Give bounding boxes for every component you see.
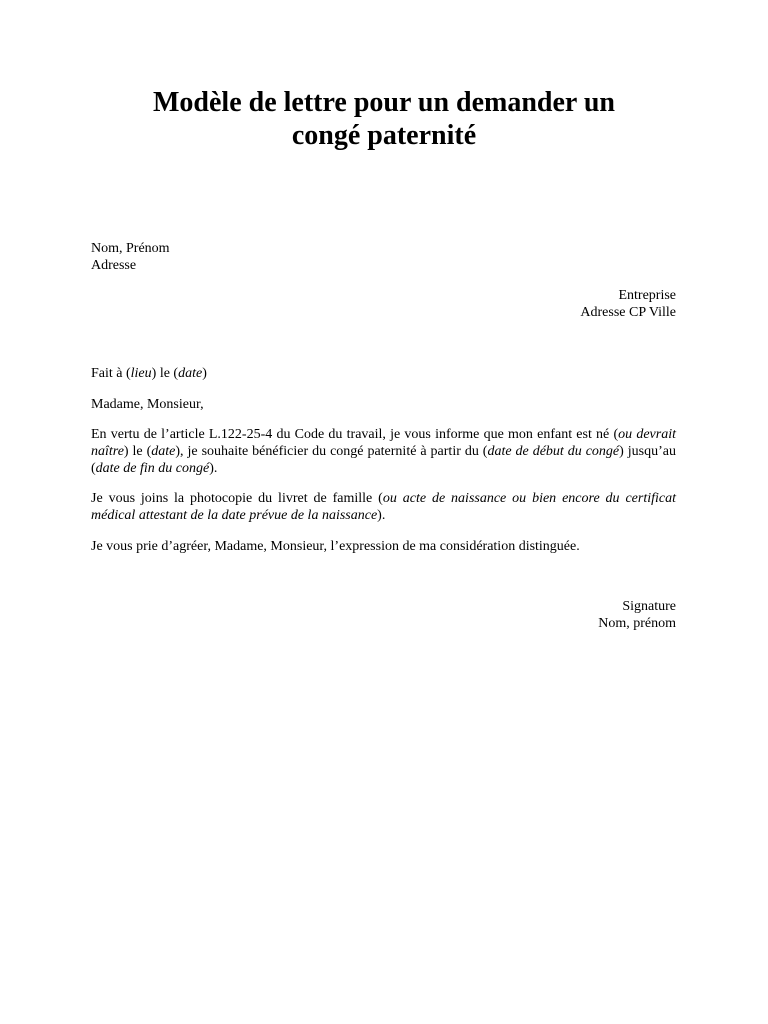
salutation: Madame, Monsieur, bbox=[91, 397, 204, 412]
para2-text-1: Je vous joins la photocopie du livret de famille ( bbox=[91, 491, 383, 506]
body-paragraph-2 bbox=[91, 490, 676, 524]
place-placeholder: lieu bbox=[130, 366, 152, 381]
para2-italic-1: ou acte de naissance ou bien encore du certificat médical attestant de la date prévue de la naissance bbox=[91, 491, 676, 523]
closing-paragraph: Je vous prie d’agréer, Madame, Monsieur, l’expression de ma considération distinguée. bbox=[91, 539, 580, 554]
place-date-line bbox=[91, 365, 676, 382]
body-paragraph-1 bbox=[91, 426, 676, 477]
para1-text-2: ) le ( bbox=[123, 444, 152, 459]
para1-text-4: ) jusqu’au ( bbox=[91, 444, 676, 476]
title-line-1: Modèle de lettre pour un demander un bbox=[152, 87, 615, 118]
recipient-block bbox=[580, 287, 676, 321]
para1-italic-3: date de début du congé bbox=[487, 444, 620, 459]
recipient-company: Entreprise bbox=[618, 288, 676, 303]
sender-name: Nom, Prénom bbox=[91, 241, 170, 256]
date-placeholder: date bbox=[178, 366, 203, 381]
signature-label: Signature bbox=[622, 599, 676, 614]
recipient-address: Adresse CP Ville bbox=[580, 305, 676, 320]
place-date-suffix: ) bbox=[202, 366, 207, 381]
para1-italic-4: date de fin du congé bbox=[95, 461, 210, 476]
place-date-prefix: Fait à ( bbox=[91, 366, 131, 381]
sender-address: Adresse bbox=[91, 258, 137, 273]
para1-text-3: ), je souhaite bénéficier du congé paternité à partir du ( bbox=[175, 444, 488, 459]
para1-text-1: En vertu de l’article L.122-25-4 du Code du travail, je vous informe que mon enfant est né ( bbox=[91, 427, 619, 442]
para1-italic-2: date bbox=[151, 444, 176, 459]
para1-italic-1: ou devrait naître bbox=[91, 427, 677, 459]
place-date-middle: ) le ( bbox=[151, 366, 179, 381]
title-line-2: congé paternité bbox=[291, 120, 477, 151]
para2-text-2: ). bbox=[377, 508, 386, 523]
document-title bbox=[60, 86, 708, 152]
signature-block bbox=[598, 598, 676, 632]
signature-name: Nom, prénom bbox=[598, 616, 676, 631]
para1-text-5: ). bbox=[209, 461, 218, 476]
sender-block bbox=[91, 240, 170, 274]
